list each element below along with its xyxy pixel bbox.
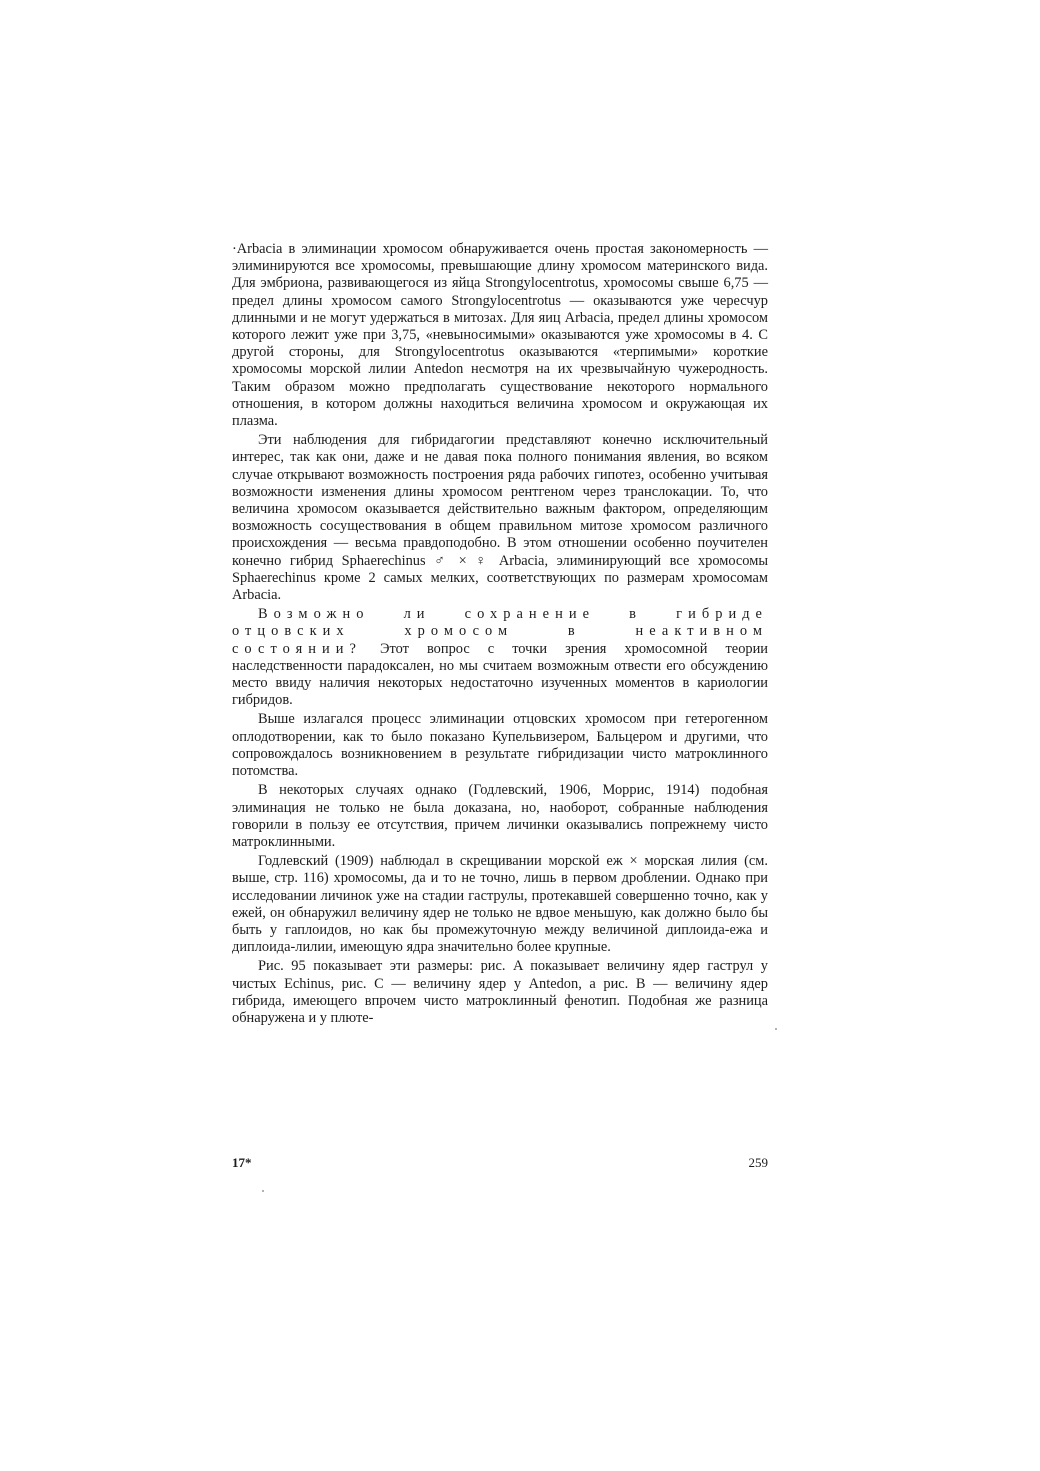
scan-speck xyxy=(775,1028,777,1030)
paragraph-3-text: Этот вопрос с точки зрения хромосомной теории наследственности парадоксален, но мы считаем возможным отвести его обсуждению место ввиду наличия некоторых недостаточно изученных моментов в кариологии гибридов. xyxy=(232,640,768,709)
paragraph-5: В некоторых случаях однако (Годлевский, 1906, Моррис, 1914) подобная элиминация не только не была доказана, но, наоборот, собранные наблюдения говорили в пользу ее отсутствия, причем личинки оказывались попрежнему чисто матроклинными. xyxy=(232,782,768,850)
paragraph-2: Эти наблюдения для гибридагогии представляют конечно исключительный интерес, так как они, даже и не давая пока полного понимания явления, во всяком случае открывают возможность построения ряда рабочих гипотез, особенно учитывая возможности изменения длины хромосом рентгеном через транслокации. То, что величина хромосом оказывается действительно важным фактором, определяющим возможность сосуществования в общем правильном митозе хромосом различного происхождения — весьма правдоподобно. В этом отношении особенно поучителен конечно гибрид Sphaerechinus ♂ × ♀ Arbacia, элиминирующий все хромосомы Sphaerechinus кроме 2 самых мелких, соответствующих по размерам хромосомам Arbacia. xyxy=(232,432,768,604)
page-footer xyxy=(232,1155,768,1175)
printer-signature: 17* xyxy=(232,1155,252,1170)
body-text xyxy=(232,241,768,1027)
paragraph-7: Рис. 95 показывает эти размеры: рис. A показывает величину ядер гаструл у чистых Echinus, рис. C — величину ядер у Antedon, а рис. B — величину ядер гибрида, имеющего впрочем чисто матроклинный фенотип. Подобная же разница обнаружена и у плюте- xyxy=(232,958,768,1026)
scan-speck xyxy=(262,1190,264,1192)
paragraph-6: Годлевский (1909) наблюдал в скрещивании морской еж × морская лилия (см. выше, стр. 116) хромосомы, да и то не точно, лишь в первом дроблении. Однако при исследовании личинок уже на стадии гаструлы, протекавшей совершенно точно, как у ежей, он обнаружил величину ядер не только не вдвое меньшую, как должно было бы быть у гаплоидов, но как бы промежуточную между величиной диплоида-ежа и диплоида-лилии, имеющую ядра значительно более крупные. xyxy=(232,853,768,956)
paragraph-1: ·Arbacia в элиминации хромосом обнаруживается очень простая закономерность — элиминируются все хромосомы, превышающие длину хромосом материнского вида. Для эмбриона, развивающегося из яйца Strongylocentrotus, хромосомы свыше 6,75 — предел длины хромосом самого Strongylocentrotus — оказываются уже чересчур длинными и не могут удержаться в митозах. Для яиц Arbacia, предел длины хромосом которого лежит уже при 3,75, «невыносимыми» оказываются уже хромосомы в 4. С другой стороны, для Strongylocentrotus оказываются «терпимыми» короткие хромосомы морской лилии Antedon несмотря на их чрезвычайную чужеродность. Таким образом можно предполагать существование некоторого нормального отношения, в котором должны находиться величина хромосом и окружающая их плазма. xyxy=(232,241,768,430)
paragraph-3 xyxy=(232,606,768,709)
paragraph-4: Выше излагался процесс элиминации отцовских хромосом при гетерогенном оплодотворении, как то было показано Купельвизером, Бальцером и другими, что сопровождалось возникновением в результате гибридизации чисто матроклинного потомства. xyxy=(232,711,768,780)
spaced-emphasis: Возможно ли сохранение в гибриде отцовских хромосом в неактивном состоянии? xyxy=(232,606,768,657)
page-number: 259 xyxy=(748,1155,768,1170)
